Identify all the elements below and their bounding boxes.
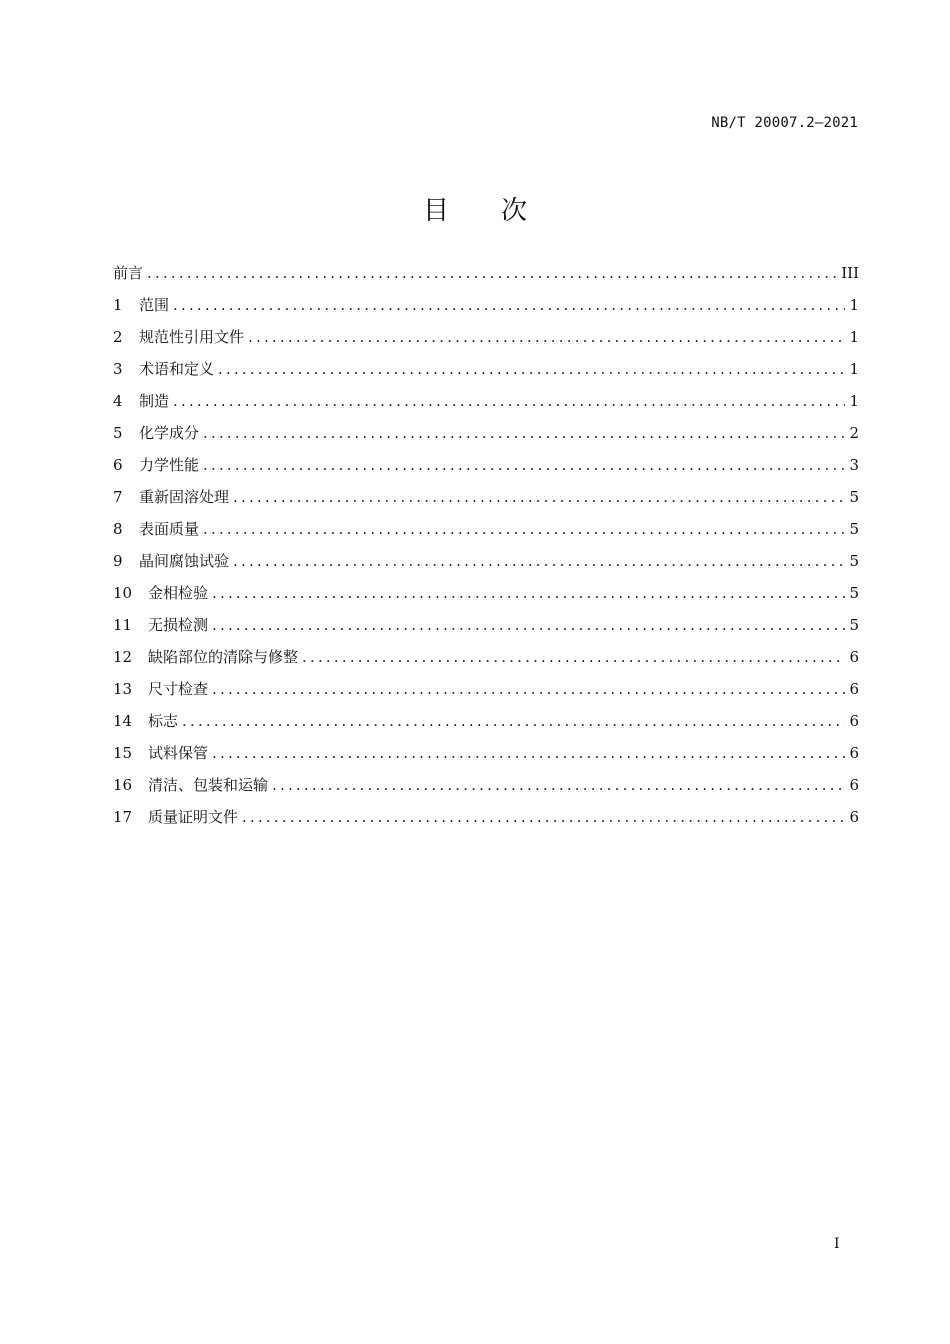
toc-entry[interactable] [113,678,859,710]
toc-entry[interactable] [113,518,859,550]
toc-entry-number: 2 [113,328,123,346]
toc-entry[interactable] [113,326,859,358]
toc-entry-label: 清洁、包装和运输 [148,776,269,794]
toc-entry[interactable] [113,710,859,742]
toc-entry[interactable] [113,262,859,294]
toc-entry-number: 10 [113,584,133,602]
toc-entry-number: 5 [113,424,123,442]
toc-entry-number: 14 [113,712,133,730]
toc-entry-page: 5 [849,584,859,602]
toc-entry[interactable] [113,614,859,646]
toc-entry-label: 质量证明文件 [148,808,239,826]
toc-entry-label: 晶间腐蚀试验 [139,552,230,570]
toc-entry-label: 标志 [148,712,179,730]
toc-entry-page: 6 [849,808,859,826]
toc-entry[interactable] [113,582,859,614]
dot-leader [242,806,845,828]
toc-entry-page: 5 [849,520,859,538]
toc-entry-page: 5 [849,616,859,634]
toc-entry-label: 试料保管 [148,744,209,762]
toc-entry[interactable] [113,646,859,678]
toc-entry[interactable] [113,486,859,518]
toc-entry-number: 17 [113,808,133,826]
toc-entry-label: 术语和定义 [139,360,215,378]
toc-entry[interactable] [113,742,859,774]
table-of-contents [113,262,859,838]
dot-leader [212,614,845,636]
toc-entry[interactable] [113,774,859,806]
toc-entry-number: 6 [113,456,123,474]
dot-leader [203,454,845,476]
toc-entry-number: 3 [113,360,123,378]
toc-entry-number: 13 [113,680,133,698]
toc-entry[interactable] [113,422,859,454]
toc-entry-number: 1 [113,296,123,314]
toc-entry[interactable] [113,390,859,422]
toc-entry-label: 缺陷部位的清除与修整 [148,648,299,666]
dot-leader [302,646,845,668]
toc-entry-label: 金相检验 [148,584,209,602]
toc-entry[interactable] [113,454,859,486]
toc-entry-page: 6 [849,776,859,794]
toc-entry-number: 8 [113,520,123,538]
toc-entry[interactable] [113,550,859,582]
dot-leader [218,358,845,380]
toc-entry-page: III [841,264,859,282]
dot-leader [212,742,845,764]
toc-entry-page: 6 [849,712,859,730]
toc-entry-label: 前言 [113,264,144,282]
page-title: 目次 [422,196,579,226]
toc-entry-label: 制造 [139,392,170,410]
page-number: I [834,1236,840,1252]
toc-entry-label: 无损检测 [148,616,209,634]
toc-entry[interactable] [113,806,859,838]
toc-entry-number: 15 [113,744,133,762]
dot-leader [248,326,845,348]
toc-entry-number: 11 [113,616,133,634]
dot-leader [147,262,837,284]
toc-entry-number: 4 [113,392,123,410]
toc-entry-label: 规范性引用文件 [139,328,245,346]
toc-entry-page: 1 [849,328,859,346]
dot-leader [212,582,845,604]
toc-entry-page: 6 [849,648,859,666]
dot-leader [182,710,845,732]
dot-leader [203,518,845,540]
toc-entry-page: 6 [849,744,859,762]
toc-entry-label: 尺寸检查 [148,680,209,698]
toc-entry-page: 1 [849,360,859,378]
toc-entry-page: 2 [849,424,859,442]
toc-entry-number: 16 [113,776,133,794]
toc-entry-label: 范围 [139,296,170,314]
toc-entry[interactable] [113,294,859,326]
toc-entry-label: 重新固溶处理 [139,488,230,506]
toc-entry-page: 1 [849,392,859,410]
dot-leader [212,678,845,700]
toc-entry-label: 化学成分 [139,424,200,442]
toc-entry-label: 表面质量 [139,520,200,538]
toc-entry-number: 9 [113,552,123,570]
toc-entry-page: 3 [849,456,859,474]
toc-entry-label: 力学性能 [139,456,200,474]
dot-leader [203,422,845,444]
toc-entry-page: 5 [849,552,859,570]
dot-leader [233,486,845,508]
toc-entry-page: 1 [849,296,859,314]
dot-leader [272,774,845,796]
toc-entry-number: 12 [113,648,133,666]
toc-entry-number: 7 [113,488,123,506]
toc-entry[interactable] [113,358,859,390]
standard-code: NB/T 20007.2—2021 [711,115,858,131]
toc-entry-page: 6 [849,680,859,698]
dot-leader [233,550,845,572]
toc-entry-page: 5 [849,488,859,506]
dot-leader [173,390,845,412]
dot-leader [173,294,845,316]
